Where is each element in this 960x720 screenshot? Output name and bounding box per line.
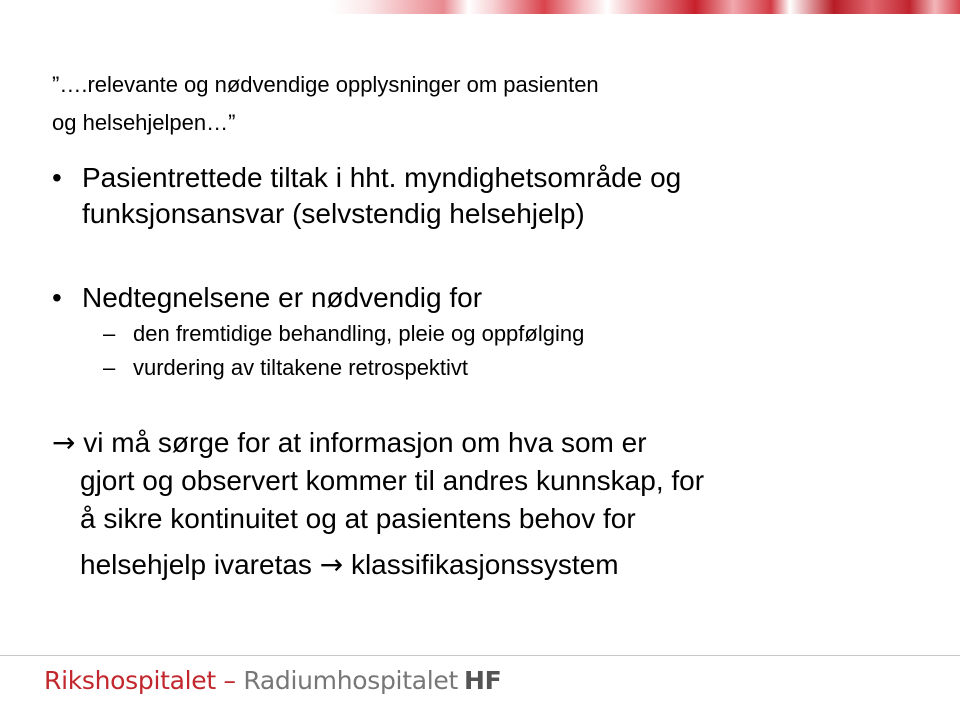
bullet-marker: •	[52, 282, 62, 313]
sub-item-1	[103, 320, 893, 348]
conclusion-line-4-text-a: helsehjelp ivaretas	[80, 549, 320, 580]
conclusion-line-4-text-b: klassifikasjonssystem	[343, 549, 619, 580]
quote-line-2: og helsehjelpen…”	[52, 110, 236, 135]
bullet-2-text: Nedtegnelsene er nødvendig for	[82, 282, 483, 313]
logo-radiumhospitalet: Radiumhospitalet	[243, 666, 458, 695]
right-arrow-icon: →	[52, 426, 76, 459]
decorative-top-stripe	[330, 0, 960, 14]
bullet-marker: •	[52, 162, 62, 193]
logo-rikshospitalet: Rikshospitalet	[44, 666, 216, 695]
hospital-logo	[44, 664, 501, 698]
sub-item-2-text: vurdering av tiltakene retrospektivt	[133, 355, 469, 380]
conclusion-line-3: å sikre kontinuitet og at pasientens behov for	[80, 503, 636, 534]
bullet-1-line-2: funksjonsansvar (selvstendig helsehjelp)	[82, 198, 585, 229]
sub-item-1-text: den fremtidige behandling, pleie og oppfølging	[133, 321, 585, 346]
conclusion-line-1	[52, 424, 912, 462]
conclusion-line-1-text: vi må sørge for at informasjon om hva som er	[75, 427, 647, 458]
logo-hf: HF	[463, 666, 502, 695]
conclusion-line-4	[52, 546, 912, 584]
bullet-1-line-1: Pasientrettede tiltak i hht. myndighetsområde og	[82, 162, 682, 193]
conclusion-line-2: gjort og observert kommer til andres kunnskap, for	[80, 465, 705, 496]
footer-divider	[0, 655, 960, 656]
right-arrow-icon: →	[319, 548, 344, 581]
sub-item-2	[103, 354, 893, 382]
sub-item-marker: –	[103, 321, 116, 346]
bullet-item-2	[52, 280, 902, 316]
quote-line-1: ”….relevante og nødvendige opplysninger om pasienten	[52, 72, 599, 97]
sub-item-marker: –	[103, 355, 116, 380]
quote-text	[52, 66, 892, 142]
bullet-1-text	[82, 160, 902, 232]
conclusion-paragraph	[52, 424, 912, 584]
bullet-item-1	[52, 160, 902, 232]
logo-separator: –	[215, 666, 244, 695]
